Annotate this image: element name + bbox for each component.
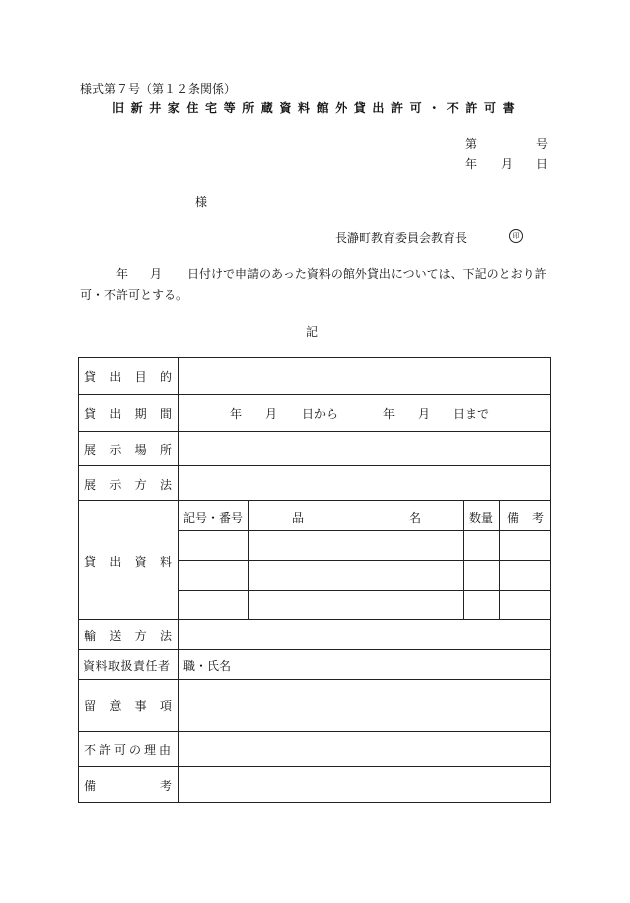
label-char: 留 <box>84 699 97 713</box>
table-line <box>78 357 79 803</box>
table-line <box>78 731 551 732</box>
label-char: 送 <box>109 629 122 643</box>
period-month-1: 月 <box>265 407 278 421</box>
label-char: 項 <box>159 699 172 713</box>
label-char: 展 <box>84 478 97 492</box>
label-char: 法 <box>159 478 172 492</box>
table-line <box>78 619 551 620</box>
label-char: 貸 <box>84 555 97 569</box>
label-char: 考 <box>159 779 172 793</box>
label-char: 資 <box>134 555 147 569</box>
table-line <box>463 500 464 620</box>
table-line <box>78 802 551 803</box>
label-char: 期 <box>134 407 147 421</box>
label-char: 方 <box>134 629 147 643</box>
body-month: 月 <box>150 267 163 281</box>
document-number-label: 第 <box>465 137 478 151</box>
label-char: 出 <box>109 555 122 569</box>
addressee-honorific: 様 <box>195 195 208 209</box>
label-char: 方 <box>134 478 147 492</box>
header-name-part1: 品 <box>292 511 305 525</box>
label-char: 意 <box>109 699 122 713</box>
header-code: 記号・番号 <box>183 511 244 525</box>
date-day: 日 <box>536 157 549 171</box>
table-line <box>78 766 551 767</box>
table-line <box>178 530 551 531</box>
label-char: 備 <box>84 779 97 793</box>
table-line <box>78 394 551 395</box>
label-refusal-reason: 不許可の理由 <box>84 743 175 757</box>
handler-value: 職・氏名 <box>183 659 232 673</box>
table-line <box>78 679 551 680</box>
header-remarks-part2: 考 <box>532 511 545 525</box>
label-char: 所 <box>159 443 172 457</box>
label-method <box>84 476 172 493</box>
label-char: 出 <box>109 370 122 384</box>
period-year-1: 年 <box>230 407 243 421</box>
label-notes <box>84 697 172 714</box>
label-char: 間 <box>159 407 172 421</box>
label-materials <box>84 553 172 570</box>
label-place <box>84 441 172 458</box>
label-char: 貸 <box>84 407 97 421</box>
label-handler: 資料取扱責任者 <box>83 659 171 673</box>
label-char: 料 <box>159 555 172 569</box>
label-remarks <box>84 777 172 794</box>
period-day-from: 日から <box>302 407 339 421</box>
period-year-2: 年 <box>383 407 396 421</box>
label-char: 場 <box>134 443 147 457</box>
table-line <box>178 590 551 591</box>
table-line <box>248 500 249 620</box>
table-line <box>78 465 551 466</box>
period-day-to: 日まで <box>453 407 490 421</box>
label-char: 輸 <box>84 629 97 643</box>
table-line <box>178 560 551 561</box>
header-remarks-part1: 備 <box>507 511 520 525</box>
label-char: 法 <box>159 629 172 643</box>
label-period <box>84 405 172 422</box>
label-char: 的 <box>159 370 172 384</box>
body-text: 日付けで申請のあった資料の館外貸出については、下記のとおり許 <box>187 267 547 281</box>
seal-mark: 印 <box>509 229 523 243</box>
label-char: 示 <box>109 443 122 457</box>
date-month: 月 <box>501 157 514 171</box>
body-line-2: 可・不許可とする。 <box>80 288 189 302</box>
period-month-2: 月 <box>418 407 431 421</box>
label-transport <box>84 627 172 644</box>
form-number: 様式第７号（第１２条関係） <box>80 82 237 96</box>
table-line <box>78 649 551 650</box>
body-year: 年 <box>116 267 129 281</box>
document-title: 旧新井家住宅等所蔵資料館外貸出許可・不許可書 <box>112 101 522 115</box>
table-line <box>550 357 551 803</box>
document-number-suffix: 号 <box>536 137 549 151</box>
header-quantity: 数量 <box>469 511 494 525</box>
label-char: 事 <box>134 699 147 713</box>
table-line <box>78 500 551 501</box>
table-line <box>78 357 551 358</box>
table-line <box>178 357 179 803</box>
table-line <box>78 431 551 432</box>
date-year: 年 <box>465 157 478 171</box>
label-char: 目 <box>134 370 147 384</box>
label-purpose <box>84 368 172 385</box>
ki-heading: 記 <box>306 325 319 339</box>
label-char: 貸 <box>84 370 97 384</box>
label-char: 出 <box>109 407 122 421</box>
header-name-part2: 名 <box>409 511 422 525</box>
issuer-name: 長瀞町教育委員会教育長 <box>335 231 468 245</box>
label-char: 示 <box>109 478 122 492</box>
label-char: 展 <box>84 443 97 457</box>
table-line <box>499 500 500 620</box>
